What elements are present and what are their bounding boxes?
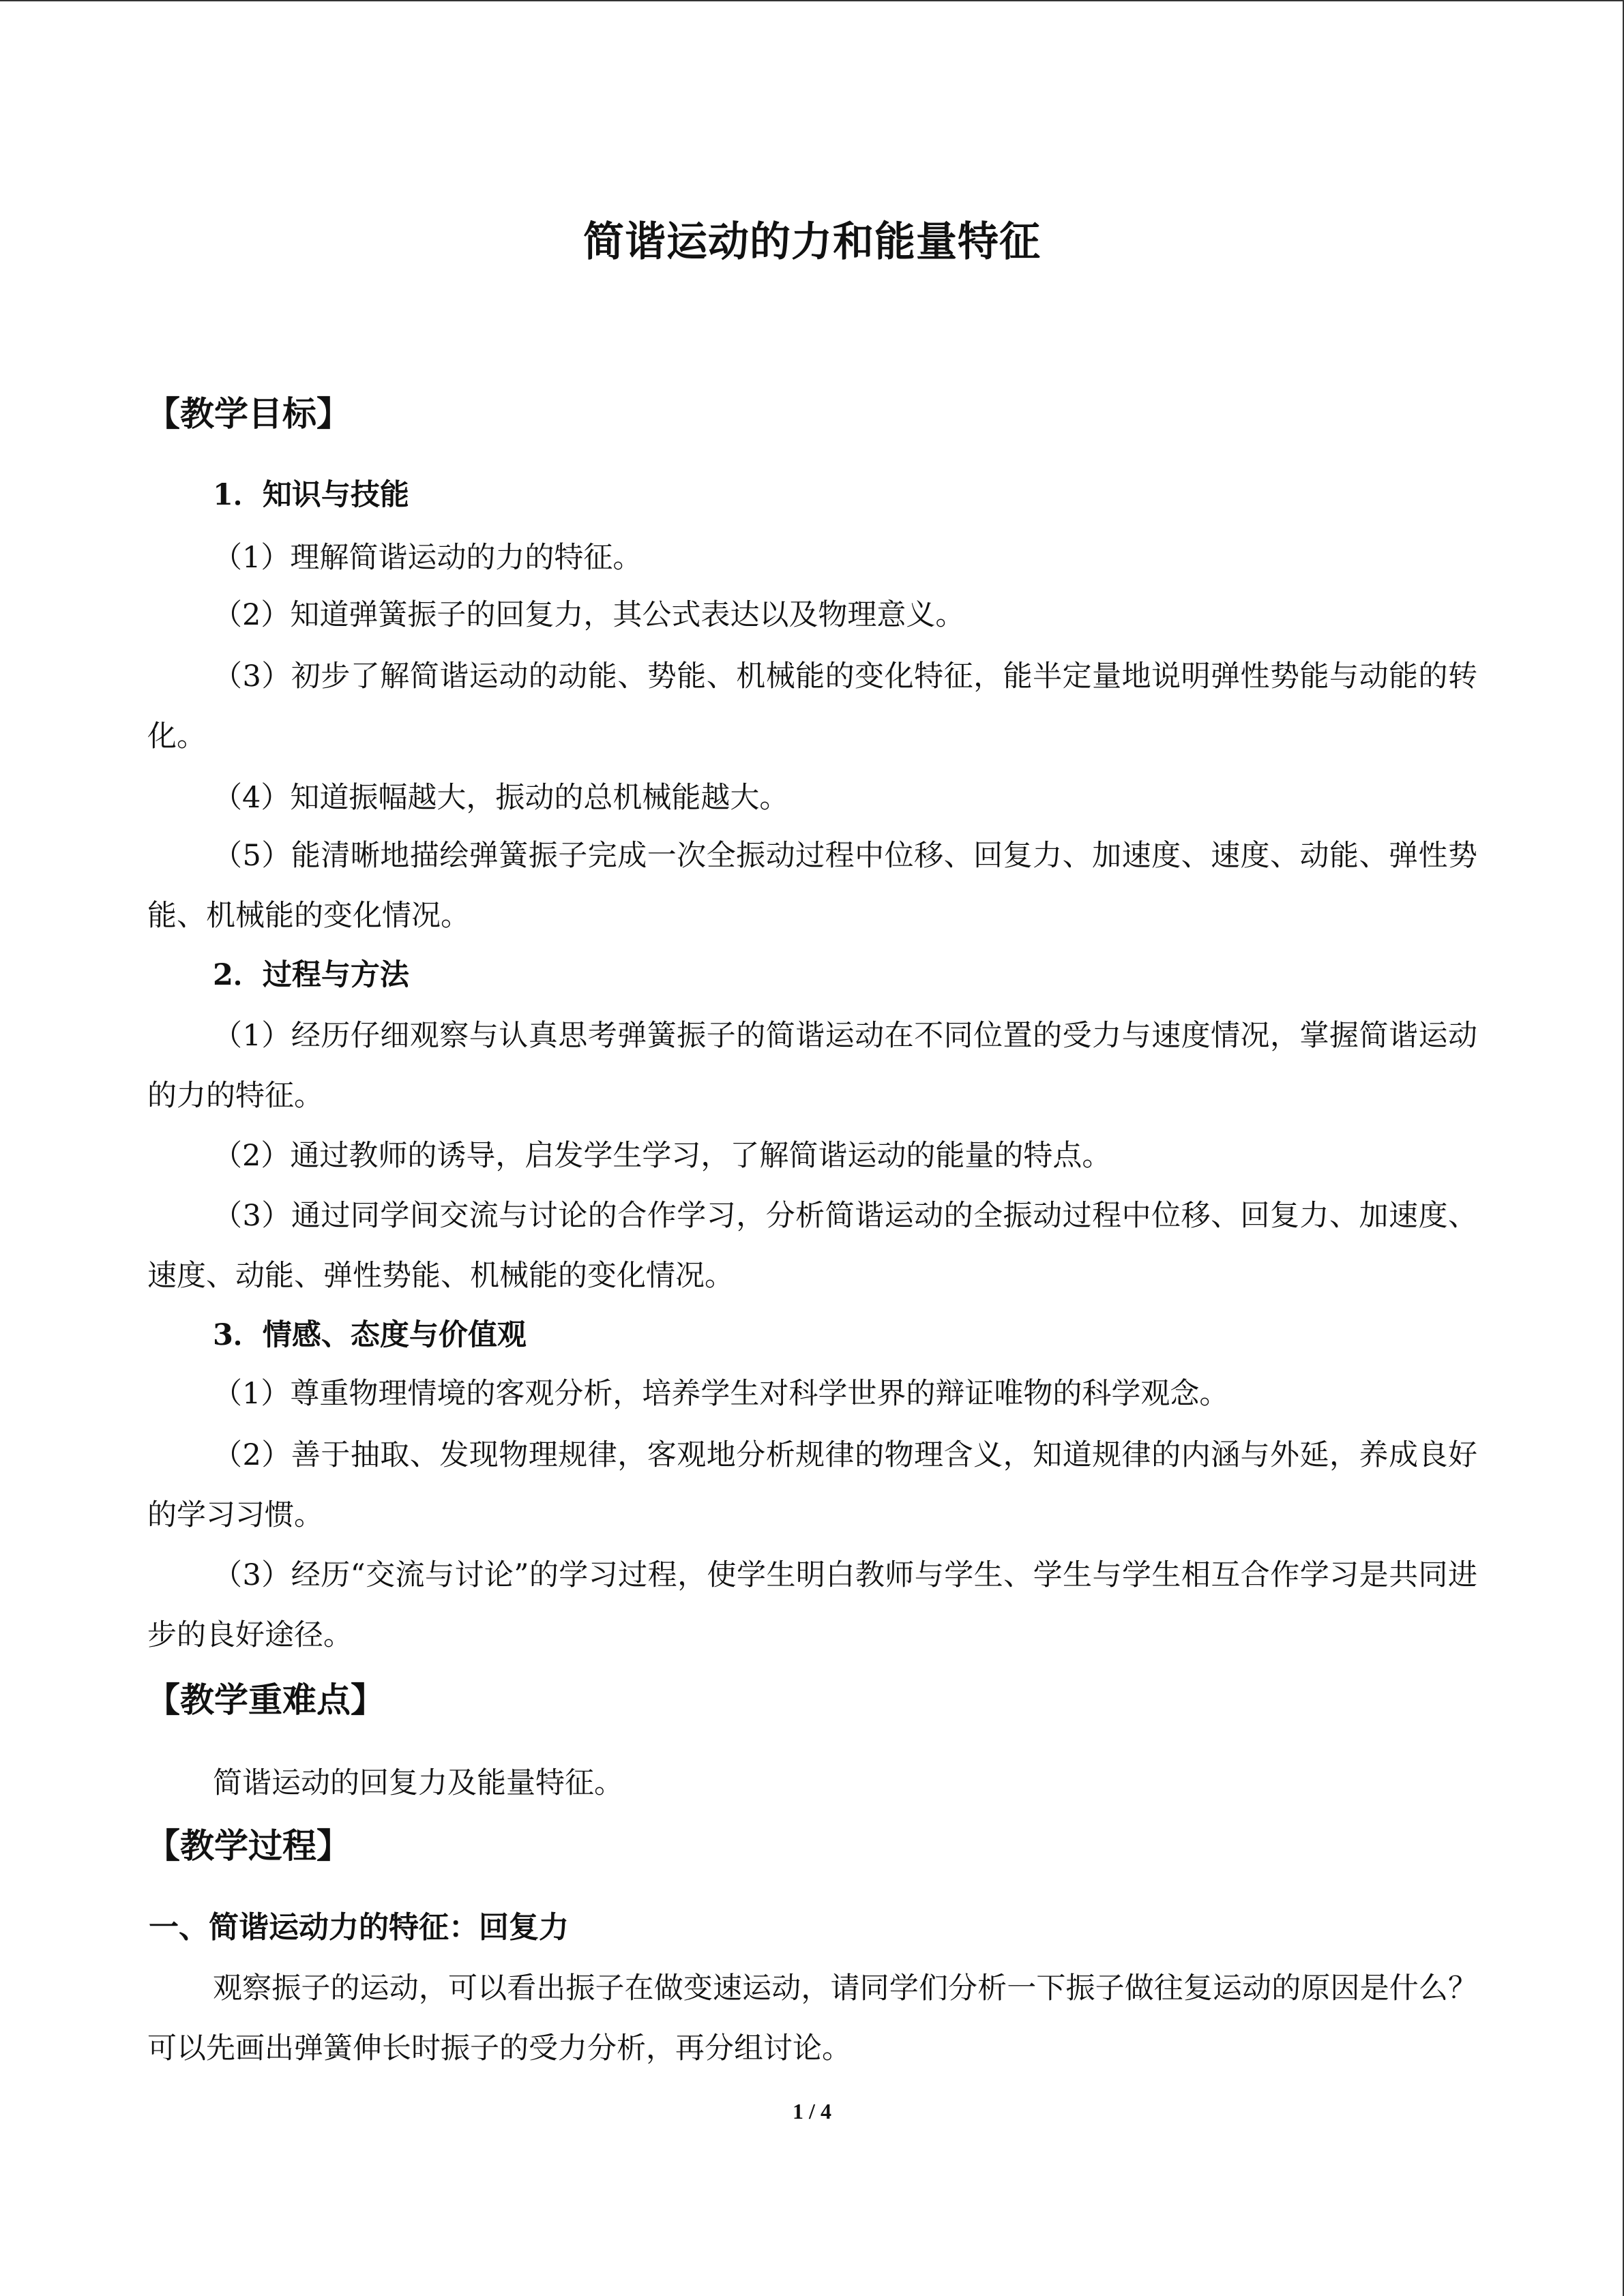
paragraph-objective-3-2: （2）善于抽取、发现物理规律，客观地分析规律的物理含义，知道规律的内涵与外延，养成良好的学习习惯。 bbox=[147, 1438, 1477, 1532]
paragraph-objective-2-3: （3）通过同学间交流与讨论的合作学习，分析简谐运动的全振动过程中位移、回复力、加速度、速度、动能、弹性势能、机械能的变化情况。 bbox=[147, 1199, 1477, 1293]
subheading-knowledge-skills: 1．知识与技能 bbox=[213, 478, 409, 512]
paragraph-objective-3-3: （3）经历“交流与讨论”的学习过程，使学生明白教师与学生、学生与学生相互合作学习是共同进步的良好途径。 bbox=[147, 1558, 1477, 1652]
subheading-process-methods: 2．过程与方法 bbox=[213, 958, 409, 992]
paragraph-objective-2-1: （1）经历仔细观察与认真思考弹簧振子的简谐运动在不同位置的受力与速度情况，掌握简谐运动的力的特征。 bbox=[147, 1019, 1477, 1113]
document-title: 简谐运动的力和能量特征 bbox=[583, 218, 1041, 266]
page-number: 1 / 4 bbox=[793, 2099, 831, 2123]
paragraph-keypoints: 简谐运动的回复力及能量特征。 bbox=[213, 1766, 623, 1800]
section-heading-restoring-force: 一、简谐运动力的特征：回复力 bbox=[149, 1910, 569, 1945]
subheading-emotion-values: 3．情感、态度与价值观 bbox=[213, 1318, 527, 1352]
heading-process: 【教学过程】 bbox=[146, 1825, 351, 1866]
paragraph-objective-1-5: （5）能清晰地描绘弹簧振子完成一次全振动过程中位移、回复力、加速度、速度、动能、弹性势能、机械能的变化情况。 bbox=[147, 839, 1477, 933]
heading-keypoints: 【教学重难点】 bbox=[146, 1680, 385, 1720]
paragraph-objective-1-1: （1）理解简谐运动的力的特征。 bbox=[213, 541, 643, 575]
heading-objectives: 【教学目标】 bbox=[146, 393, 351, 434]
paragraph-objective-1-3: （3）初步了解简谐运动的动能、势能、机械能的变化特征，能半定量地说明弹性势能与动能的转化。 bbox=[147, 659, 1477, 754]
paragraph-objective-1-4: （4）知道振幅越大，振动的总机械能越大。 bbox=[213, 781, 789, 815]
paragraph-process-1: 观察振子的运动，可以看出振子在做变速运动，请同学们分析一下振子做往复运动的原因是什么？可以先画出弹簧伸长时振子的受力分析，再分组讨论。 bbox=[147, 1971, 1477, 2066]
paragraph-objective-1-2: （2）知道弹簧振子的回复力，其公式表达以及物理意义。 bbox=[213, 598, 965, 632]
paragraph-objective-3-1: （1）尊重物理情境的客观分析，培养学生对科学世界的辩证唯物的科学观念。 bbox=[213, 1377, 1229, 1411]
paragraph-objective-2-2: （2）通过教师的诱导，启发学生学习，了解简谐运动的能量的特点。 bbox=[213, 1139, 1112, 1173]
